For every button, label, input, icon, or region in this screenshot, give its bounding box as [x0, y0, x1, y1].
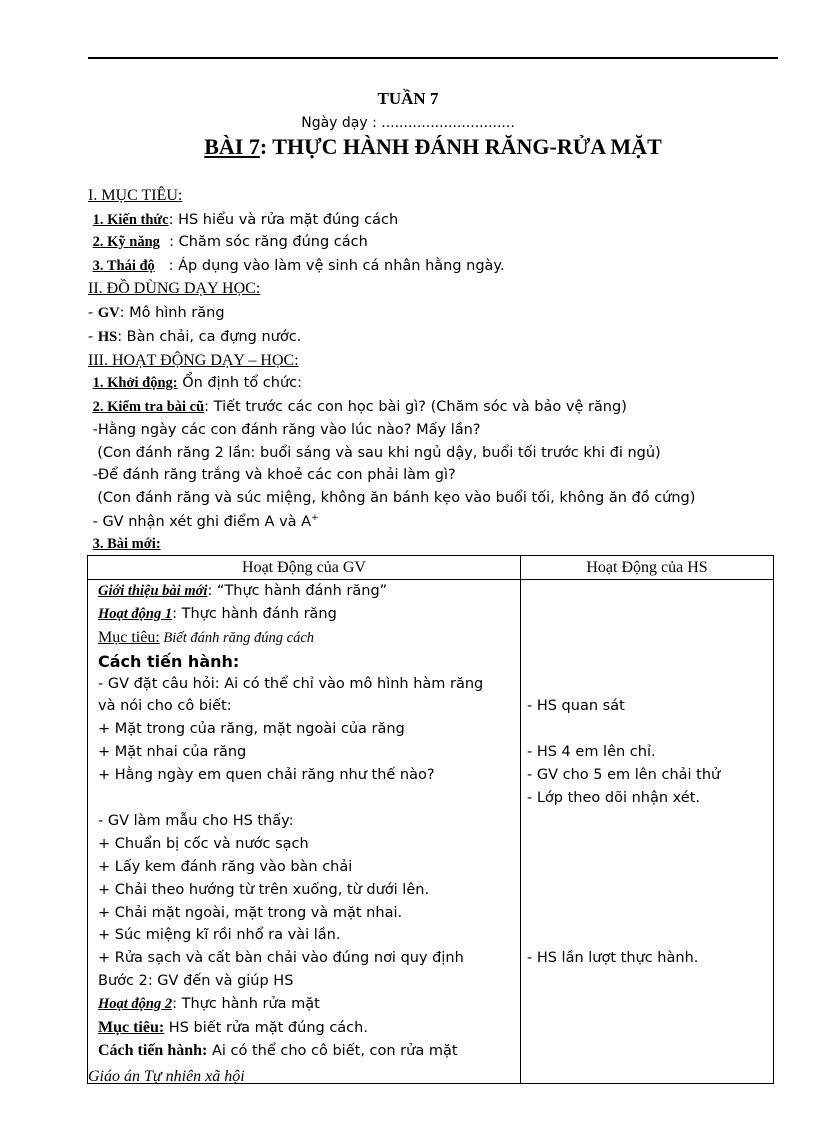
gv-line: + Chải theo hướng từ trên xuống, từ dưới lên. — [98, 882, 430, 898]
gv-line: + Hằng ngày em quen chải răng như thế nào? — [98, 767, 435, 783]
objective-knowledge — [88, 212, 398, 229]
lesson-title — [0, 134, 816, 160]
method-2-row — [98, 1042, 458, 1060]
answer-2 — [88, 490, 695, 506]
col-header-hs: Hoạt Động của HS — [521, 556, 774, 580]
goal-2-row — [98, 1019, 368, 1037]
week-title: TUẦN 7 — [377, 89, 439, 108]
col-header-gv: Hoạt Động của GV — [88, 556, 521, 580]
goal-1-label: Mục tiêu: — [98, 629, 160, 646]
hs-line: - HS 4 em lên chỉ. — [527, 744, 656, 760]
review — [88, 399, 627, 416]
grade-sup: + — [311, 513, 319, 523]
lesson-name: : THỰC HÀNH ĐÁNH RĂNG-RỬA MẶT — [259, 134, 662, 159]
goal-1-text: Biết đánh răng đúng cách — [159, 630, 315, 646]
hs-line: - Lớp theo dõi nhận xét. — [527, 790, 701, 806]
lesson-number: BÀI 7 — [204, 134, 260, 159]
warmup-text: Ổn định tổ chức: — [177, 375, 303, 391]
gv-line: và nói cho cô biết: — [98, 698, 232, 714]
materials-heading: II. ĐỒ DÙNG DẠY HỌC: — [88, 280, 261, 297]
method-2-text: Ai có thể cho cô biết, con rửa mặt — [207, 1043, 458, 1059]
method-2-label: Cách tiến hành: — [98, 1042, 208, 1059]
question-1-text: -Hằng ngày các con đánh răng vào lúc nào? Mấy lần? — [92, 422, 481, 438]
activity-1-text: : Thực hành đánh răng — [172, 606, 337, 622]
review-label: 2. Kiểm tra bài cũ — [92, 399, 205, 415]
method-row: Cách tiến hành: — [98, 652, 240, 671]
objective-skill — [88, 234, 368, 251]
gv-line: - GV đặt câu hỏi: Ai có thể chỉ vào mô hình hàm răng — [98, 676, 484, 692]
top-rule — [88, 57, 778, 59]
grading — [88, 513, 319, 530]
gv-line: Bước 2: GV đến và giúp HS — [98, 973, 294, 989]
intro-row — [98, 583, 387, 600]
gv-line: + Súc miệng kĩ rồi nhổ ra vài lần. — [98, 927, 341, 943]
hs-line: - HS lần lượt thực hành. — [527, 950, 699, 966]
knowledge-text: : HS hiểu và rửa mặt đúng cách — [168, 212, 399, 228]
hs-label: HS — [97, 329, 118, 345]
gv-line: + Mặt trong của răng, mặt ngoài của răng — [98, 721, 405, 737]
gv-column — [88, 580, 521, 1084]
hs-column — [521, 580, 774, 1084]
materials-hs: - HS: Bàn chải, ca đựng nước. — [88, 329, 302, 345]
new-lesson-label: 3. Bài mới: — [92, 536, 161, 552]
answer-2-text: (Con đánh răng và súc miệng, không ăn bánh kẹo vào buổi tối, không ăn đồ cứng) — [97, 490, 696, 506]
question-2-text: -Để đánh răng trắng và khoẻ các con phải làm gì? — [92, 467, 456, 483]
objectives-heading: I. MỤC TIÊU: — [88, 187, 183, 204]
materials-gv: - GV: Mô hình răng — [88, 305, 225, 321]
knowledge-label: 1. Kiến thức — [92, 212, 169, 228]
goal-1-row — [98, 629, 314, 647]
activity-2-label: Hoạt động 2 — [98, 996, 173, 1012]
attitude-label: 3. Thái độ — [92, 258, 155, 274]
gv-line: + Chuẩn bị cốc và nước sạch — [98, 836, 309, 852]
goal-2-text: HS biết rửa mặt đúng cách. — [164, 1020, 368, 1036]
skill-text: : Chăm sóc răng đúng cách — [169, 234, 368, 250]
gv-label: GV — [97, 305, 120, 321]
gv-line: + Rửa sạch và cất bàn chải vào đúng nơi quy định — [98, 950, 464, 966]
answer-1 — [88, 445, 661, 461]
hs-text: : Bàn chải, ca đựng nước. — [117, 329, 302, 345]
activities-heading: III. HOẠT ĐỘNG DẠY – HỌC: — [88, 352, 299, 369]
intro-label: Giới thiệu bài mới — [98, 583, 208, 599]
hs-line: - GV cho 5 em lên chải thử — [527, 767, 721, 783]
gv-line: - GV làm mẫu cho HS thấy: — [98, 813, 294, 829]
answer-1-text: (Con đánh răng 2 lần: buổi sáng và sau khi ngủ dậy, buổi tối trước khi đi ngủ) — [97, 445, 661, 461]
activities-table — [87, 555, 774, 1084]
teaching-date: Ngày dạy : .............................. — [301, 115, 515, 131]
footer-text: Giáo án Tự nhiên xã hội — [88, 1068, 245, 1085]
new-lesson — [88, 536, 161, 553]
gv-line: + Mặt nhai của răng — [98, 744, 247, 760]
attitude-text: : Áp dụng vào làm vệ sinh cá nhân hằng ngày. — [168, 258, 505, 274]
activity-1-row — [98, 606, 337, 623]
skill-label: 2. Kỹ năng — [92, 234, 160, 250]
gv-line: + Chải mặt ngoài, mặt trong và mặt nhai. — [98, 905, 403, 921]
question-2 — [88, 467, 456, 483]
review-text: : Tiết trước các con học bài gì? (Chăm sóc và bảo vệ răng) — [204, 399, 627, 415]
activity-1-label: Hoạt động 1 — [98, 606, 173, 622]
goal-2-label: Mục tiêu: — [98, 1019, 165, 1036]
warmup-label: 1. Khởi động: — [92, 375, 178, 391]
question-1 — [88, 422, 481, 438]
warmup — [88, 375, 302, 392]
grading-text: - GV nhận xét ghi điểm A và A — [92, 513, 312, 530]
gv-line: + Lấy kem đánh răng vào bàn chải — [98, 859, 353, 875]
hs-line: - HS quan sát — [527, 698, 625, 714]
objective-attitude — [88, 258, 505, 275]
activity-2-text: : Thực hành rửa mặt — [172, 996, 320, 1012]
gv-text: : Mô hình răng — [119, 305, 225, 321]
intro-text: : “Thực hành đánh răng” — [207, 583, 388, 599]
activity-2-row — [98, 996, 320, 1013]
